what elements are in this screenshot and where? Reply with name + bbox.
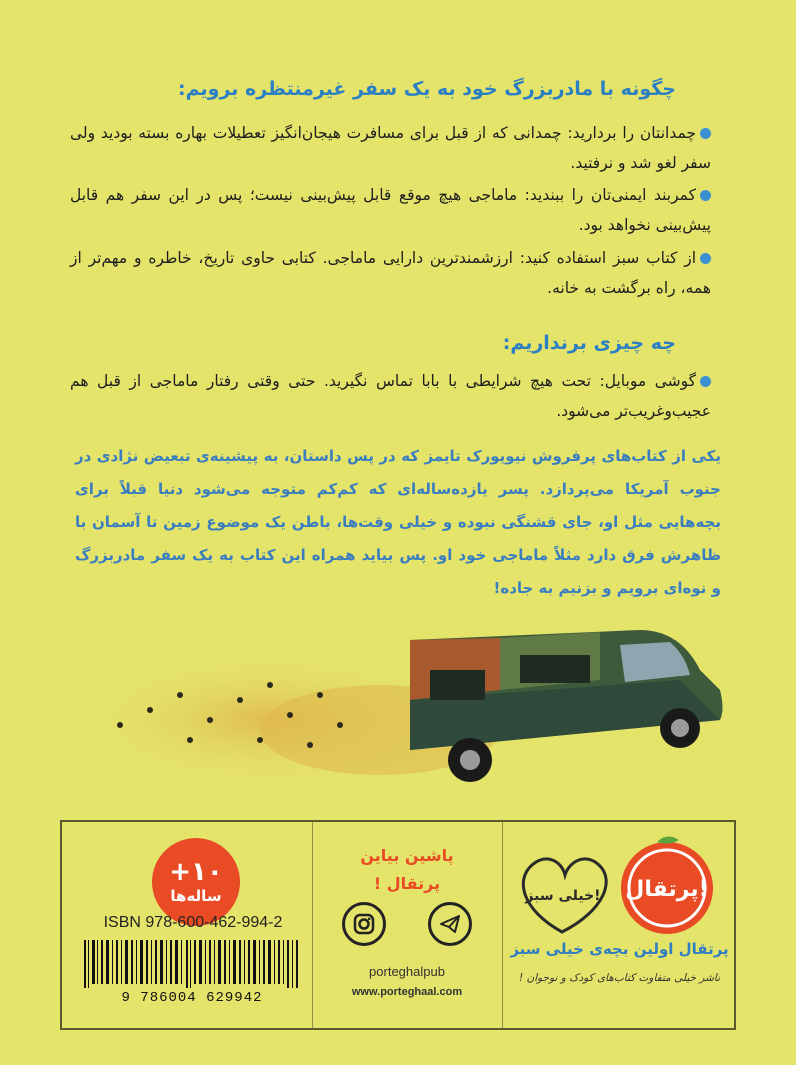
bullet-dot-icon	[700, 253, 711, 264]
follow-line-1: پاشین بیاین	[360, 846, 454, 865]
age-badge	[152, 838, 240, 926]
website-link[interactable]: www.porteghaal.com	[351, 986, 463, 998]
section1-bullet-2: کمربند ایمنی‌تان را ببندید: ماماجی هیچ موقع قابل پیش‌بینی نیست؛ پس در این سفر هم قابل پیش‌بینی نخواهد بود.	[70, 186, 711, 234]
porteghal-logo	[621, 836, 713, 934]
telegram-icon[interactable]	[428, 902, 472, 946]
svg-text:پرتقال!: پرتقال!	[625, 877, 709, 902]
divider	[312, 822, 313, 1028]
social-icons	[342, 902, 472, 946]
divider	[502, 822, 503, 1028]
age-label: ساله‌ها	[170, 887, 222, 905]
bullet-dot-icon	[700, 128, 711, 139]
section1-bullet-3: از کتاب سبز استفاده کنید: ارزشمندترین دارایی ماماجی. کتابی حاوی تاریخ، خاطره و مهم‌تر از همه، راه برگشت به خانه.	[70, 249, 711, 297]
section1-title: چگونه با مادربزرگ خود به یک سفر غیرمنتظره برویم:	[178, 78, 676, 100]
brand-subtagline: ناشر خیلی متفاوت کتاب‌های کودک و نوجوان !	[518, 972, 721, 984]
bullet-dot-icon	[700, 190, 711, 201]
publisher-logos	[507, 830, 732, 940]
section2-title: چه چیزی برنداریم:	[502, 332, 676, 354]
section1-bullet-1: چمدانتان را بردارید: چمدانی که از قبل برای مسافرت هیجان‌انگیز تعطیلات بهاره بسته بودید ولی سفر لغو شد و نرفتید.	[70, 124, 711, 172]
isbn: ISBN 978-600-462-994-2	[103, 914, 283, 931]
khoob-logo	[523, 859, 606, 932]
social-handle[interactable]: porteghalpub	[369, 964, 445, 979]
book-blurb: یکی از کتاب‌های پرفروش نیویورک تایمز که در پس داستان، به پیشینه‌ی تبعیض نژادی در جنوب آمریکا می‌پردازد. پسر یازده‌ساله‌ای که کم‌کم متوجه می‌شود دنیا قبلاً برای بچه‌هایی مثل او، جای قشنگی نبوده و خیلی وقت‌ها، باطن یک موضوع زمین تا آسمان با ظاهرش فرق دارد مثلاً ماماجی خود او. پس بیاید همراه این کتاب به یک سفر مادربزرگ و نوه‌ای برویم و بزنیم به جاده!	[75, 447, 721, 597]
follow-line-2: پرتقال !	[373, 874, 441, 893]
bullet-dot-icon	[700, 376, 711, 387]
barcode-number: 9 786004 629942	[121, 990, 263, 1006]
brand-tagline: پرتقال اولین بچه‌ی خیلی سبز	[510, 940, 729, 958]
info-panel	[60, 820, 736, 1030]
follow-text	[322, 842, 492, 898]
instagram-icon[interactable]	[342, 902, 386, 946]
barcode	[82, 940, 302, 988]
rv-illustration	[80, 600, 740, 800]
age-number: +۱۰	[169, 857, 223, 887]
section2-bullet-1: گوشی موبایل: تحت هیچ شرایطی با بابا تماس نگیرید. حتی وقتی رفتار ماماجی از قبل هم عجیب‌وغریب‌تر می‌شود.	[70, 372, 711, 420]
rv-vehicle	[410, 630, 723, 782]
svg-text:خیلی سبز!: خیلی سبز!	[525, 888, 601, 904]
